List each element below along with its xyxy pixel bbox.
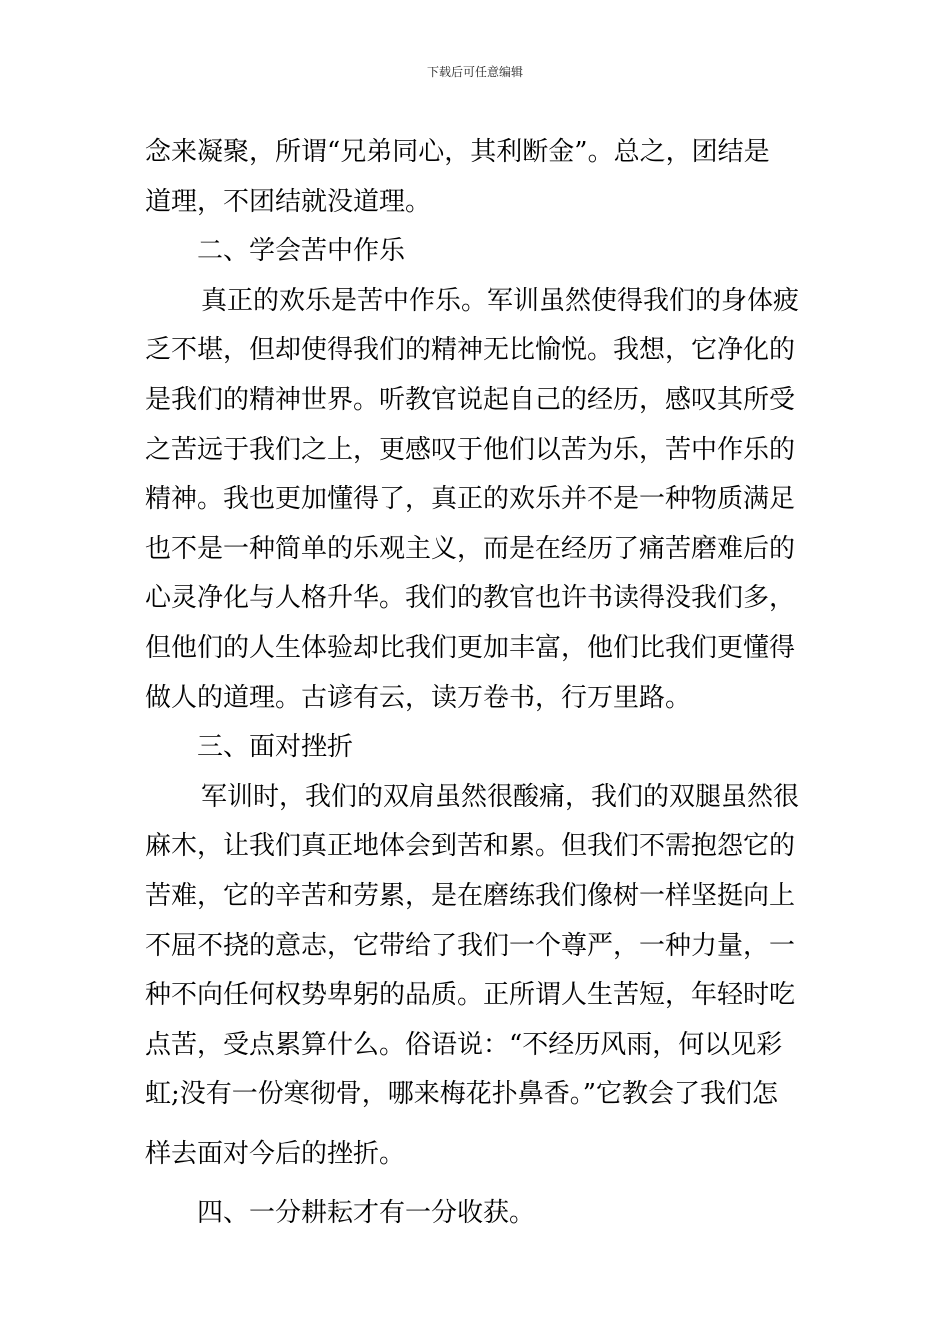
text-line: 也不是一种简单的乐观主义，而是在经历了痛苦磨难后的 bbox=[145, 533, 796, 564]
text-line: 军训时，我们的双肩虽然很酸痛，我们的双腿虽然很 bbox=[201, 781, 800, 812]
text-line: 乏不堪，但却使得我们的精神无比愉悦。我想，它净化的 bbox=[145, 335, 796, 366]
text-line: 麻木，让我们真正地体会到苦和累。但我们不需抱怨它的 bbox=[145, 831, 796, 862]
text-line: 精神。我也更加懂得了，真正的欢乐并不是一种物质满足 bbox=[145, 484, 796, 515]
text-line: 苦难，它的辛苦和劳累，是在磨练我们像树一样坚挺向上 bbox=[145, 880, 796, 911]
text-line: 真正的欢乐是苦中作乐。军训虽然使得我们的身体疲 bbox=[201, 285, 800, 316]
document-body bbox=[145, 128, 810, 1238]
text-line: 之苦远于我们之上，更感叹于他们以苦为乐，苦中作乐的 bbox=[145, 434, 796, 465]
text-line: 是我们的精神世界。听教官说起自己的经历，感叹其所受 bbox=[145, 384, 796, 415]
section-heading: 四、一分耕耘才有一分收获。 bbox=[197, 1197, 536, 1228]
text-line: 念来凝聚，所谓“兄弟同心，其利断金”。总之，团结是 bbox=[145, 137, 770, 167]
text-line: 做人的道理。古谚有云，读万卷书，行万里路。 bbox=[145, 682, 692, 713]
text-line: 样去面对今后的挫折。 bbox=[145, 1138, 406, 1169]
section-heading: 三、面对挫折 bbox=[197, 732, 354, 763]
page-header: 下载后可任意编辑 bbox=[426, 65, 523, 79]
text-line: 点苦，受点累算什么。俗语说：“不经历风雨，何以见彩 bbox=[145, 1029, 783, 1060]
text-line: 种不向任何权势卑躬的品质。正所谓人生苦短，年轻时吃 bbox=[145, 980, 796, 1011]
text-line: 心灵净化与人格升华。我们的教官也许书读得没我们多， bbox=[145, 583, 796, 614]
text-line: 虹;没有一份寒彻骨，哪来梅花扑鼻香。”它教会了我们怎 bbox=[145, 1079, 779, 1110]
text-line: 但他们的人生体验却比我们更加丰富，他们比我们更懂得 bbox=[145, 632, 796, 663]
text-line: 不屈不挠的意志，它带给了我们一个尊严，一种力量，一 bbox=[145, 930, 796, 961]
text-line: 道理，不团结就没道理。 bbox=[145, 186, 432, 217]
section-heading: 二、学会苦中作乐 bbox=[197, 236, 406, 267]
